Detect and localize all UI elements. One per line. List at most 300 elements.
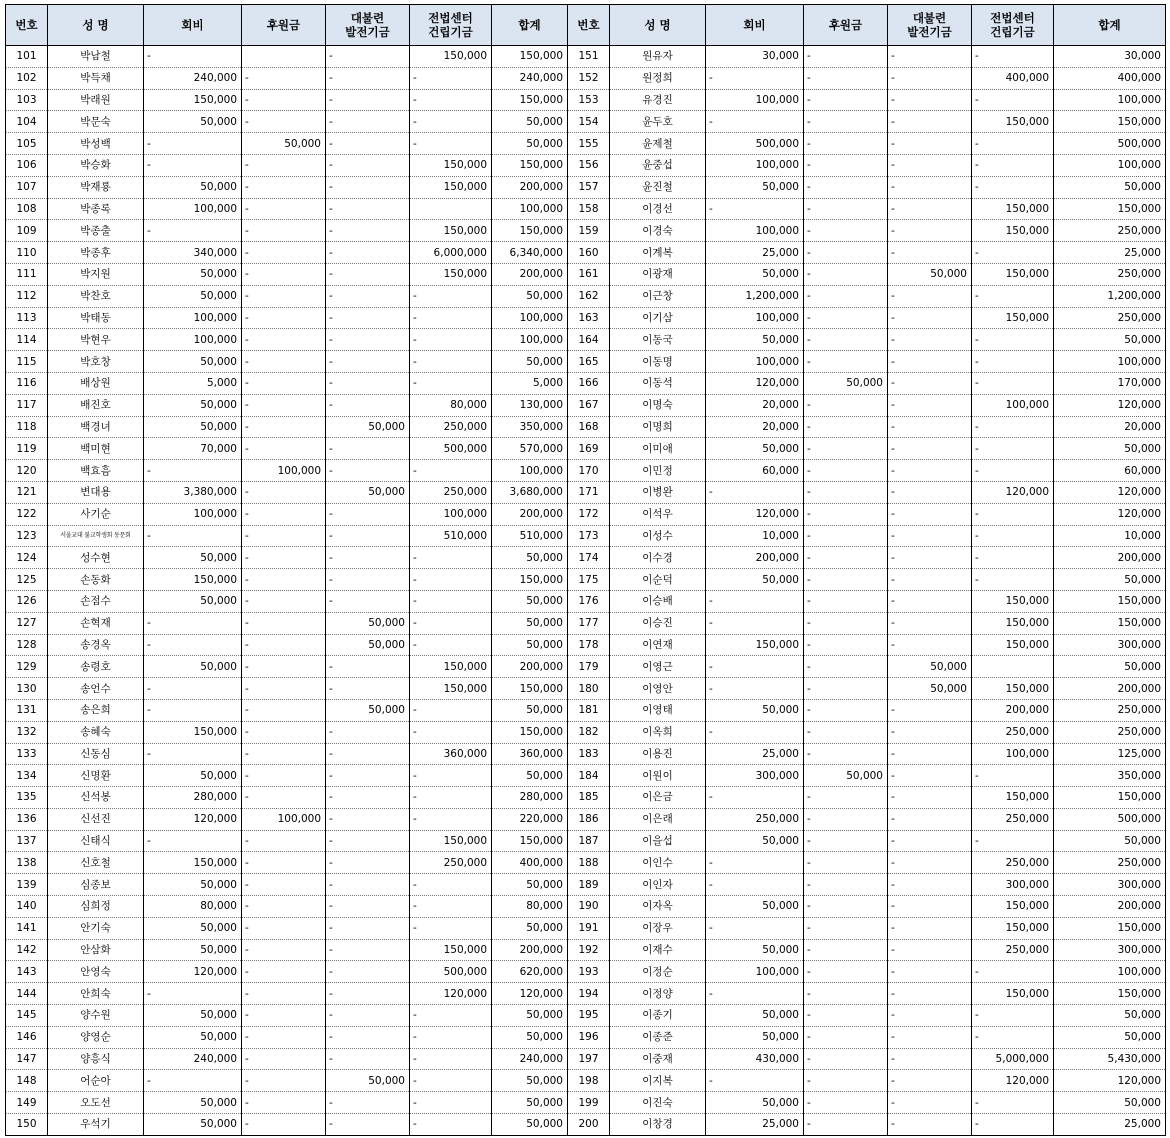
cell-development-fund-left: 50,000 [326,416,410,438]
cell-total-left: 280,000 [492,787,568,809]
cell-development-fund-left: - [326,154,410,176]
cell-number-left: 126 [6,590,48,612]
table-row [6,874,1166,896]
cell-development-fund-right: - [888,896,972,918]
table-row [6,263,1166,285]
cell-fee-right: 200,000 [706,547,804,569]
cell-sponsorship-right: 50,000 [804,765,888,787]
cell-total-right: 1,200,000 [1054,285,1166,307]
cell-development-fund-right: - [888,590,972,612]
cell-center-fund-right: - [972,830,1054,852]
cell-number-right: 183 [568,743,610,765]
table-row [6,307,1166,329]
cell-fee-left: 240,000 [144,1048,242,1070]
cell-development-fund-left: - [326,307,410,329]
cell-sponsorship-right: - [804,1114,888,1136]
cell-number-right: 168 [568,416,610,438]
cell-name-left: 심종보 [48,874,144,896]
cell-total-right: 200,000 [1054,896,1166,918]
cell-development-fund-right: - [888,917,972,939]
cell-center-fund-right: - [972,460,1054,482]
cell-name-left: 송경옥 [48,634,144,656]
table-row [6,460,1166,482]
cell-fee-right: - [706,983,804,1005]
cell-sponsorship-right: - [804,983,888,1005]
table-row [6,590,1166,612]
cell-development-fund-left: - [326,917,410,939]
header-number-right: 번호 [568,5,610,46]
cell-total-left: 150,000 [492,220,568,242]
cell-sponsorship-left: - [242,721,326,743]
cell-name-left: 신명환 [48,765,144,787]
cell-total-right: 50,000 [1054,1092,1166,1114]
cell-fee-right: 50,000 [706,263,804,285]
cell-fee-left: - [144,46,242,68]
cell-number-left: 132 [6,721,48,743]
cell-fee-right: 60,000 [706,460,804,482]
cell-center-fund-right: 120,000 [972,1070,1054,1092]
cell-sponsorship-left: - [242,111,326,133]
cell-fee-left: 50,000 [144,416,242,438]
cell-fee-right: 120,000 [706,372,804,394]
cell-name-left: 박태동 [48,307,144,329]
cell-development-fund-left: - [326,67,410,89]
cell-center-fund-left: 150,000 [410,154,492,176]
cell-development-fund-left: - [326,460,410,482]
cell-center-fund-left: - [410,634,492,656]
cell-sponsorship-left: - [242,89,326,111]
cell-name-right: 이명숙 [610,394,706,416]
cell-center-fund-left: - [410,917,492,939]
cell-number-right: 161 [568,263,610,285]
cell-center-fund-right: - [972,547,1054,569]
cell-development-fund-right: - [888,154,972,176]
cell-total-right: 50,000 [1054,176,1166,198]
table-row [6,154,1166,176]
cell-center-fund-left: - [410,721,492,743]
cell-total-left: 150,000 [492,46,568,68]
cell-total-left: 130,000 [492,394,568,416]
cell-total-right: 100,000 [1054,154,1166,176]
cell-fee-left: - [144,460,242,482]
cell-number-left: 147 [6,1048,48,1070]
cell-total-right: 50,000 [1054,569,1166,591]
cell-center-fund-right: 150,000 [972,678,1054,700]
cell-total-right: 200,000 [1054,547,1166,569]
table-row [6,939,1166,961]
cell-total-left: 50,000 [492,351,568,373]
cell-center-fund-left: - [410,590,492,612]
cell-number-left: 106 [6,154,48,176]
cell-name-right: 이정순 [610,961,706,983]
cell-number-right: 177 [568,612,610,634]
cell-center-fund-right: 150,000 [972,983,1054,1005]
cell-development-fund-right: - [888,176,972,198]
cell-total-left: 200,000 [492,939,568,961]
cell-center-fund-left: 150,000 [410,263,492,285]
cell-center-fund-right: - [972,503,1054,525]
cell-number-right: 171 [568,481,610,503]
cell-fee-right: 30,000 [706,46,804,68]
cell-fee-left: 5,000 [144,372,242,394]
table-row [6,285,1166,307]
cell-name-right: 이은금 [610,787,706,809]
cell-name-right: 이수경 [610,547,706,569]
cell-name-right: 이은래 [610,808,706,830]
cell-development-fund-right: - [888,394,972,416]
cell-total-right: 350,000 [1054,765,1166,787]
cell-name-right: 이광재 [610,263,706,285]
cell-center-fund-right: 150,000 [972,198,1054,220]
cell-fee-right: 20,000 [706,394,804,416]
cell-sponsorship-right: - [804,547,888,569]
cell-fee-right: - [706,590,804,612]
cell-name-left: 안삼화 [48,939,144,961]
table-row [6,896,1166,918]
cell-sponsorship-right: - [804,961,888,983]
cell-fee-left: 50,000 [144,263,242,285]
cell-number-right: 167 [568,394,610,416]
cell-sponsorship-right: - [804,329,888,351]
cell-center-fund-right: 150,000 [972,787,1054,809]
cell-sponsorship-right: - [804,111,888,133]
cell-total-right: 120,000 [1054,1070,1166,1092]
cell-sponsorship-left: - [242,1026,326,1048]
cell-total-left: 150,000 [492,721,568,743]
cell-fee-left: 50,000 [144,765,242,787]
cell-total-right: 150,000 [1054,917,1166,939]
cell-sponsorship-right: - [804,154,888,176]
table-row [6,983,1166,1005]
cell-number-left: 136 [6,808,48,830]
cell-number-right: 173 [568,525,610,547]
table-row [6,372,1166,394]
cell-name-left: 박승화 [48,154,144,176]
cell-center-fund-left: - [410,787,492,809]
cell-development-fund-left: - [326,176,410,198]
cell-sponsorship-right: - [804,852,888,874]
table-row [6,961,1166,983]
cell-development-fund-left: - [326,525,410,547]
cell-sponsorship-left: - [242,1092,326,1114]
cell-development-fund-left: 50,000 [326,1070,410,1092]
cell-fee-left: - [144,1070,242,1092]
cell-development-fund-left: - [326,89,410,111]
cell-development-fund-left: - [326,808,410,830]
cell-development-fund-left: - [326,1114,410,1136]
cell-sponsorship-left: - [242,1048,326,1070]
cell-center-fund-right: - [972,1026,1054,1048]
cell-number-left: 115 [6,351,48,373]
cell-center-fund-right: - [972,961,1054,983]
cell-number-right: 152 [568,67,610,89]
cell-number-left: 129 [6,656,48,678]
header-sponsorship-left: 후원금 [242,5,326,46]
cell-development-fund-left: - [326,787,410,809]
cell-fee-left: 120,000 [144,808,242,830]
cell-center-fund-left: 150,000 [410,656,492,678]
cell-sponsorship-left: - [242,569,326,591]
cell-fee-left: - [144,133,242,155]
table-row [6,481,1166,503]
cell-number-left: 121 [6,481,48,503]
cell-total-left: 50,000 [492,590,568,612]
cell-development-fund-right: - [888,874,972,896]
cell-name-right: 윤진철 [610,176,706,198]
cell-sponsorship-right: - [804,1092,888,1114]
cell-development-fund-right: - [888,438,972,460]
cell-total-right: 25,000 [1054,1114,1166,1136]
cell-sponsorship-left: - [242,852,326,874]
cell-fee-right: - [706,612,804,634]
cell-development-fund-left: - [326,503,410,525]
cell-center-fund-left: - [410,111,492,133]
cell-total-left: 50,000 [492,1005,568,1027]
cell-total-left: 50,000 [492,634,568,656]
cell-center-fund-right: 150,000 [972,896,1054,918]
cell-sponsorship-left: - [242,438,326,460]
cell-total-right: 50,000 [1054,1026,1166,1048]
table-row [6,133,1166,155]
cell-total-right: 250,000 [1054,852,1166,874]
cell-development-fund-right: - [888,1070,972,1092]
cell-sponsorship-left: - [242,263,326,285]
cell-total-right: 400,000 [1054,67,1166,89]
table-row [6,852,1166,874]
cell-number-right: 163 [568,307,610,329]
cell-development-fund-right: - [888,220,972,242]
cell-sponsorship-left: - [242,285,326,307]
cell-development-fund-right: - [888,198,972,220]
cell-name-left: 어순아 [48,1070,144,1092]
cell-sponsorship-right: - [804,808,888,830]
cell-total-left: 50,000 [492,1070,568,1092]
cell-center-fund-right: 5,000,000 [972,1048,1054,1070]
cell-development-fund-right: - [888,852,972,874]
cell-sponsorship-left: - [242,939,326,961]
cell-total-left: 150,000 [492,678,568,700]
cell-number-right: 166 [568,372,610,394]
cell-fee-left: 50,000 [144,656,242,678]
cell-development-fund-left: - [326,46,410,68]
cell-development-fund-right: - [888,242,972,264]
cell-name-left: 안희숙 [48,983,144,1005]
cell-total-right: 170,000 [1054,372,1166,394]
cell-development-fund-left: - [326,743,410,765]
cell-center-fund-right: - [972,438,1054,460]
cell-fee-left: 50,000 [144,176,242,198]
cell-fee-right: 25,000 [706,242,804,264]
cell-number-left: 102 [6,67,48,89]
cell-sponsorship-right: - [804,307,888,329]
cell-development-fund-right: - [888,503,972,525]
cell-sponsorship-left: - [242,699,326,721]
cell-fee-left: 50,000 [144,394,242,416]
cell-sponsorship-left: - [242,678,326,700]
cell-center-fund-left: 150,000 [410,176,492,198]
cell-development-fund-right: - [888,1026,972,1048]
cell-number-left: 143 [6,961,48,983]
cell-center-fund-left: 250,000 [410,852,492,874]
cell-total-right: 200,000 [1054,678,1166,700]
cell-fee-right: - [706,481,804,503]
cell-center-fund-right: 250,000 [972,939,1054,961]
cell-sponsorship-left: - [242,656,326,678]
cell-sponsorship-right: - [804,1048,888,1070]
cell-total-right: 250,000 [1054,307,1166,329]
table-row [6,830,1166,852]
cell-development-fund-right: - [888,569,972,591]
cell-sponsorship-right: - [804,874,888,896]
cell-name-left: 안영숙 [48,961,144,983]
cell-development-fund-left: - [326,590,410,612]
cell-total-left: 100,000 [492,329,568,351]
cell-center-fund-left: - [410,699,492,721]
cell-center-fund-left: - [410,285,492,307]
cell-number-right: 175 [568,569,610,591]
cell-number-right: 164 [568,329,610,351]
header-development-fund-right: 대불련 발전기금 [888,5,972,46]
cell-sponsorship-left: - [242,307,326,329]
table-row [6,67,1166,89]
cell-sponsorship-right: - [804,1005,888,1027]
cell-sponsorship-left: - [242,590,326,612]
header-center-fund-left: 전법센터 건립기금 [410,5,492,46]
cell-name-right: 이인자 [610,874,706,896]
cell-name-left: 양영순 [48,1026,144,1048]
cell-name-left: 박재룡 [48,176,144,198]
cell-total-right: 250,000 [1054,721,1166,743]
cell-name-right: 이병완 [610,481,706,503]
cell-sponsorship-left: - [242,765,326,787]
table-row [6,525,1166,547]
cell-center-fund-left: - [410,89,492,111]
cell-name-right: 이성수 [610,525,706,547]
cell-number-left: 111 [6,263,48,285]
cell-sponsorship-left: - [242,220,326,242]
cell-number-left: 117 [6,394,48,416]
table-row [6,438,1166,460]
cell-development-fund-left: - [326,721,410,743]
table-body [6,46,1166,1136]
cell-number-left: 119 [6,438,48,460]
cell-development-fund-left: - [326,111,410,133]
table-row [6,89,1166,111]
cell-development-fund-left: - [326,656,410,678]
cell-center-fund-right: - [972,569,1054,591]
cell-sponsorship-right: - [804,198,888,220]
cell-fee-right: 25,000 [706,1114,804,1136]
table-row [6,242,1166,264]
cell-fee-right: - [706,874,804,896]
cell-number-right: 156 [568,154,610,176]
cell-fee-left: - [144,983,242,1005]
cell-development-fund-right: - [888,1048,972,1070]
cell-fee-right: 50,000 [706,1092,804,1114]
cell-fee-right: - [706,787,804,809]
cell-name-right: 이종기 [610,1005,706,1027]
header-development-fund-left: 대불련 발전기금 [326,5,410,46]
cell-number-right: 200 [568,1114,610,1136]
cell-number-right: 155 [568,133,610,155]
cell-total-right: 500,000 [1054,133,1166,155]
cell-name-right: 이민정 [610,460,706,482]
cell-number-right: 195 [568,1005,610,1027]
cell-fee-left: 150,000 [144,721,242,743]
cell-number-left: 139 [6,874,48,896]
header-number-left: 번호 [6,5,48,46]
table-row [6,1114,1166,1136]
cell-sponsorship-right: - [804,1070,888,1092]
cell-total-left: 3,680,000 [492,481,568,503]
cell-fee-right: 50,000 [706,329,804,351]
cell-center-fund-left: - [410,1092,492,1114]
cell-number-right: 192 [568,939,610,961]
cell-center-fund-left: - [410,329,492,351]
table-row [6,917,1166,939]
cell-sponsorship-left: - [242,394,326,416]
cell-name-left: 신동심 [48,743,144,765]
cell-number-left: 140 [6,896,48,918]
cell-fee-right: 50,000 [706,438,804,460]
header-total-right: 합계 [1054,5,1166,46]
cell-sponsorship-right: - [804,46,888,68]
cell-name-right: 윤중섭 [610,154,706,176]
cell-sponsorship-left [242,46,326,68]
cell-sponsorship-left: - [242,917,326,939]
cell-name-right: 이석우 [610,503,706,525]
cell-name-left: 송혜숙 [48,721,144,743]
cell-development-fund-right: 50,000 [888,656,972,678]
cell-name-left: 오도선 [48,1092,144,1114]
cell-development-fund-right: - [888,699,972,721]
cell-number-left: 134 [6,765,48,787]
cell-name-right: 이근창 [610,285,706,307]
cell-fee-right: - [706,721,804,743]
cell-total-right: 30,000 [1054,46,1166,68]
cell-number-left: 145 [6,1005,48,1027]
cell-center-fund-right [972,656,1054,678]
cell-sponsorship-right: - [804,285,888,307]
cell-development-fund-left: - [326,372,410,394]
cell-fee-left: 50,000 [144,939,242,961]
cell-number-left: 109 [6,220,48,242]
cell-number-left: 105 [6,133,48,155]
cell-sponsorship-left: - [242,743,326,765]
cell-fee-left: 70,000 [144,438,242,460]
cell-total-left: 620,000 [492,961,568,983]
cell-sponsorship-right: - [804,503,888,525]
cell-development-fund-right: - [888,307,972,329]
cell-center-fund-right: - [972,242,1054,264]
cell-fee-right: - [706,678,804,700]
cell-sponsorship-left: - [242,329,326,351]
cell-total-left: 240,000 [492,67,568,89]
cell-development-fund-left: - [326,351,410,373]
cell-name-left: 손혁재 [48,612,144,634]
table-row [6,220,1166,242]
cell-total-left: 50,000 [492,111,568,133]
cell-sponsorship-right: - [804,634,888,656]
cell-name-right: 이동석 [610,372,706,394]
cell-center-fund-right: - [972,89,1054,111]
cell-center-fund-left: - [410,351,492,373]
cell-number-left: 125 [6,569,48,591]
cell-number-right: 151 [568,46,610,68]
cell-number-left: 101 [6,46,48,68]
cell-sponsorship-right: - [804,481,888,503]
cell-development-fund-right: - [888,525,972,547]
